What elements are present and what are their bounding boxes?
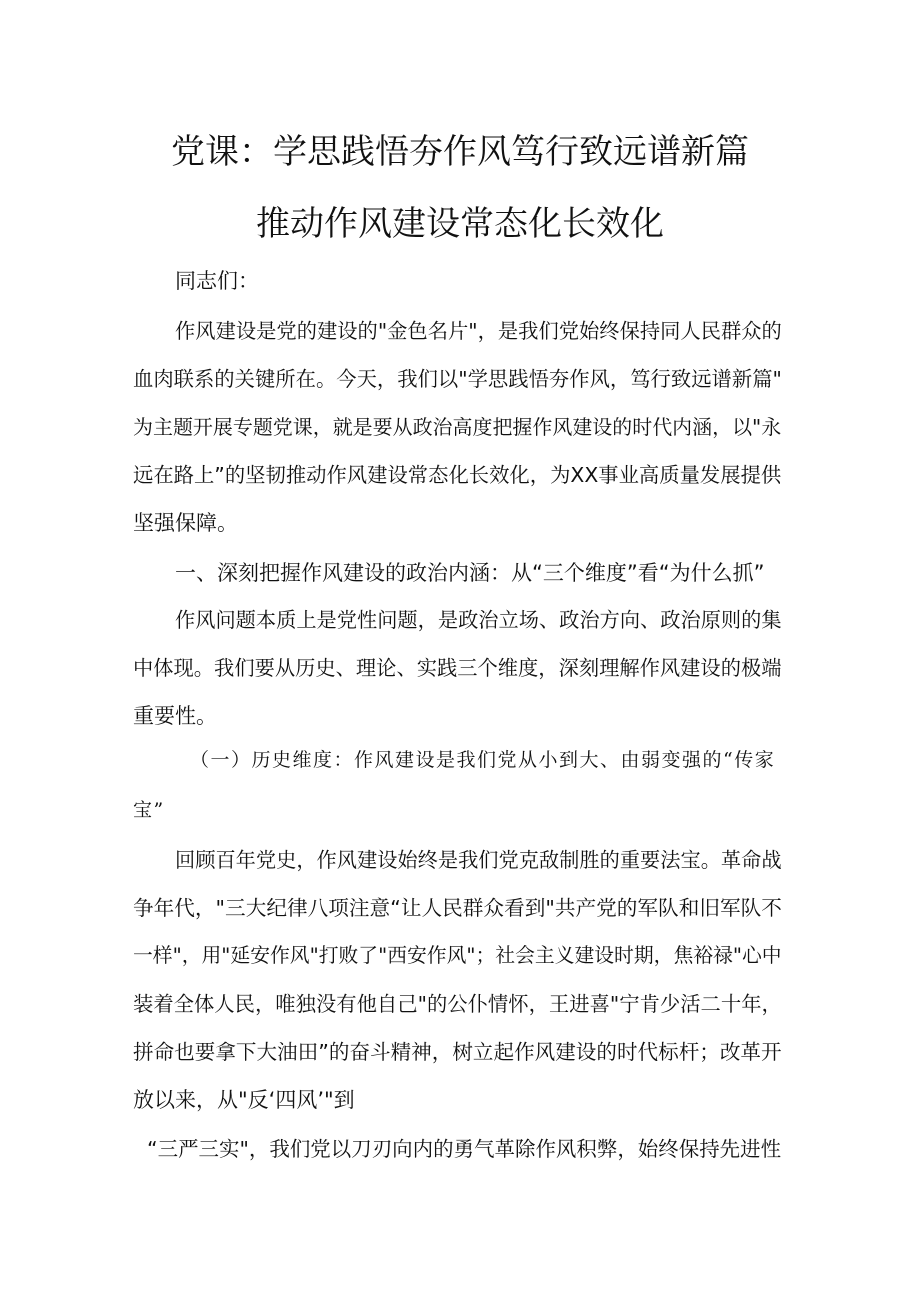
title-line-1: 党课：学思践悟夯作风笃行致远谱新篇	[171, 132, 749, 172]
salutation: 同志们：	[175, 269, 259, 293]
paragraph-1-line: 坚强保障。	[133, 511, 238, 535]
paragraph-3-line: 回顾百年党史，作风建设始终是我们党克敌制胜的重要法宝。革命战	[175, 848, 782, 872]
paragraph-3-line: 争年代，"三大纪律八项注意“让人民群众看到"共产党的军队和旧军队不	[133, 896, 782, 920]
paragraph-2-line: 中体现。我们要从历史、理论、实践三个维度，深刻理解作风建设的极端	[133, 656, 782, 680]
paragraph-4-line: “三严三实"，我们党以刀刃向内的勇气革除作风积弊，始终保持先进性	[147, 1137, 782, 1161]
paragraph-1-line: 血肉联系的关键所在。今天，我们以"学思践悟夯作风，笃行致远谱新篇"	[133, 367, 782, 391]
subheading-1-line: 宝”	[133, 799, 165, 821]
title-line-2: 推动作风建设常态化长效化	[256, 204, 664, 244]
paragraph-3-line: 放以来，从"反‘四风’"到	[133, 1088, 355, 1112]
paragraph-1-line: 远在路上”的坚韧推动作风建设常态化长效化，为XX事业高质量发展提供	[133, 463, 782, 487]
paragraph-1-line: 为主题开展专题党课，就是要从政治高度把握作风建设的时代内涵，以"永	[133, 415, 782, 439]
section-heading-1: 一、深刻把握作风建设的政治内涵：从“三个维度”看“为什么抓”	[175, 561, 765, 585]
paragraph-1-line: 作风建设是党的建设的"金色名片"，是我们党始终保持同人民群众的	[175, 319, 782, 343]
paragraph-3-line: 一样"，用"延安作风"打败了"西安作风"；社会主义建设时期，焦裕禄"心中	[133, 944, 782, 967]
paragraph-3-line: 拼命也要拿下大油田”的奋斗精神，树立起作风建设的时代标杆；改革开	[133, 1040, 782, 1064]
paragraph-2-line: 作风问题本质上是党性问题，是政治立场、政治方向、政治原则的集	[175, 608, 782, 632]
paragraph-2-line: 重要性。	[133, 704, 217, 728]
paragraph-3-line: 装着全体人民，唯独没有他自己"的公仆情怀，王进喜"宁肯少活二十年，	[133, 992, 782, 1016]
subheading-1-line: （一）历史维度：作风建设是我们党从小到大、由弱变强的“传家	[190, 749, 776, 771]
